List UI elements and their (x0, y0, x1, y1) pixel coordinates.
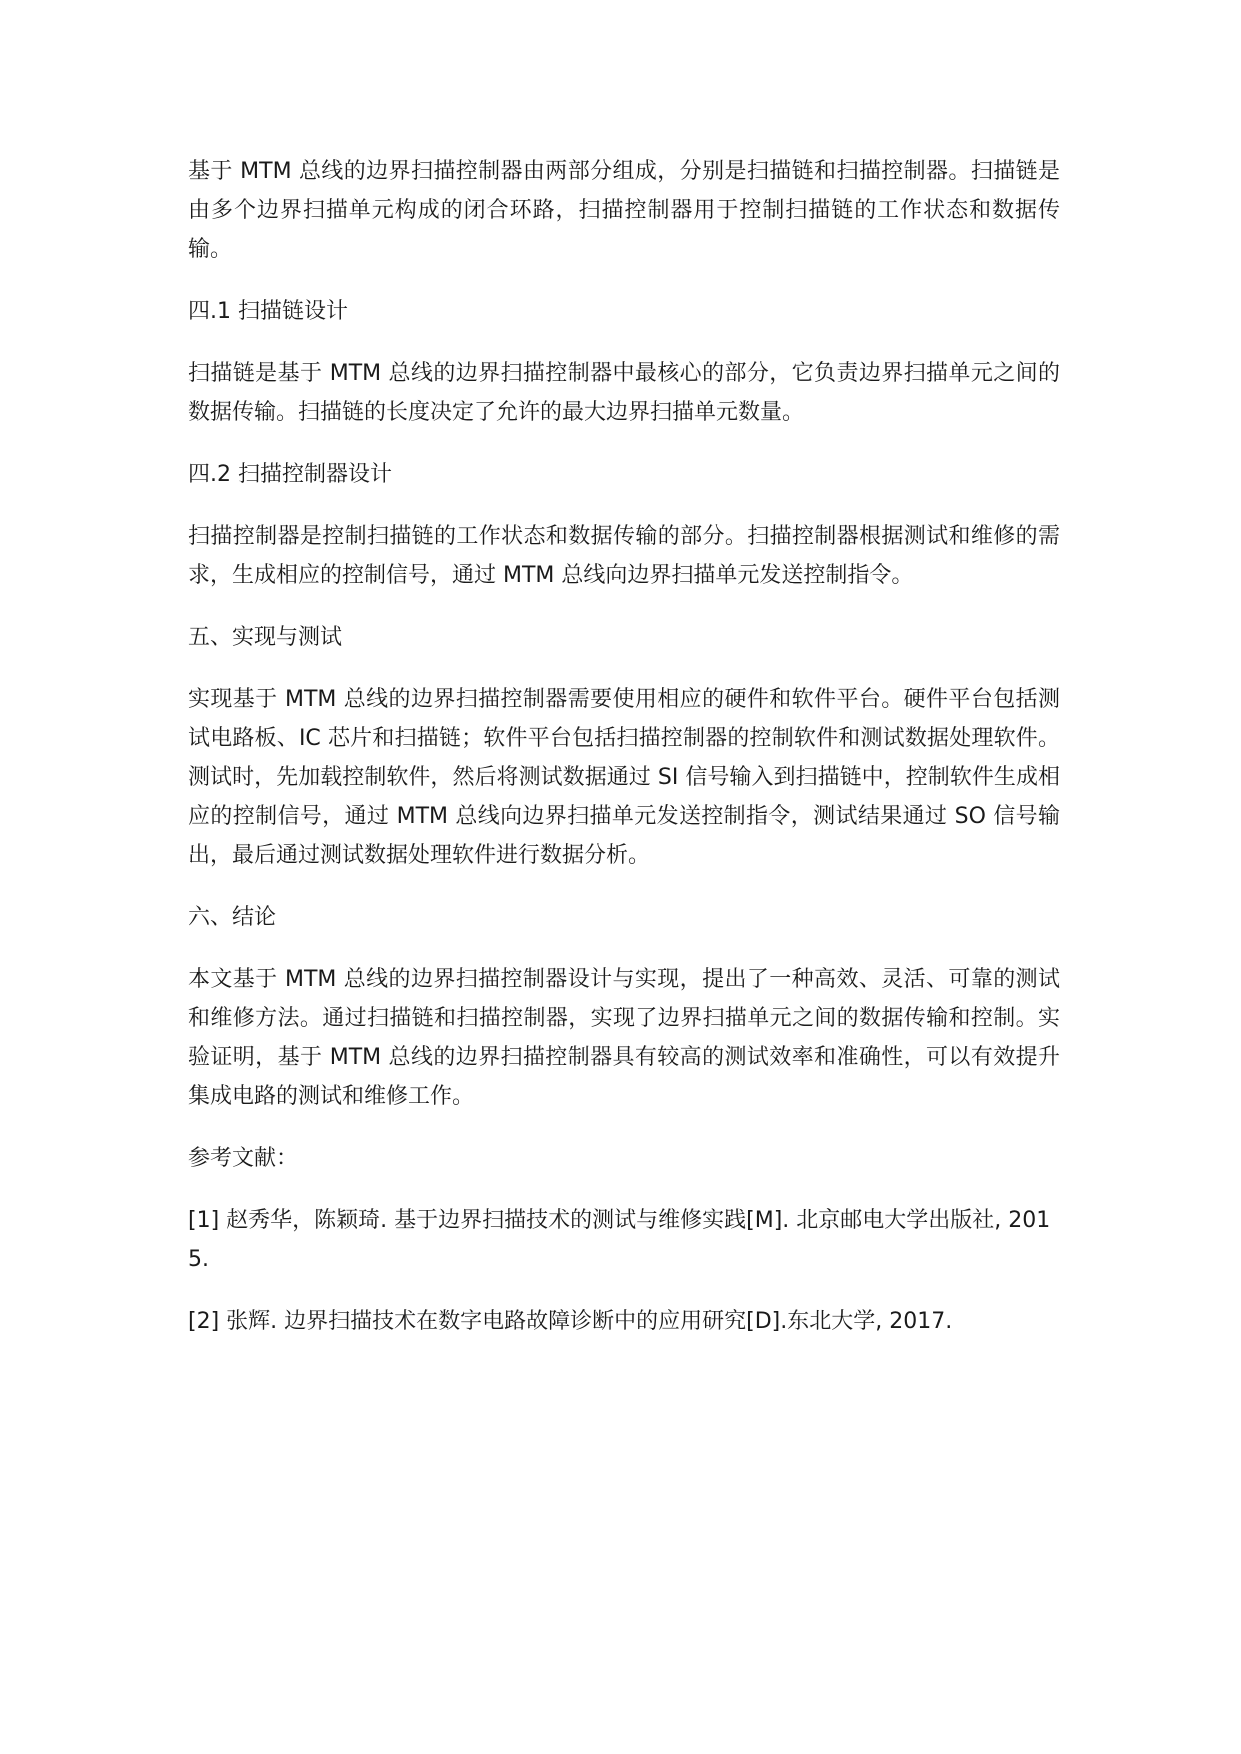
paragraph-implementation-testing: 实现基于 MTM 总线的边界扫描控制器需要使用相应的硬件和软件平台。硬件平台包括测试电路板、IC 芯片和扫描链；软件平台包括扫描控制器的控制软件和测试数据处理软件。测试时，先加载控制软件，然后将测试数据通过 SI 信号输入到扫描链中，控制软件生成相应的控制信号，通过 MTM 总线向边界扫描单元发送控制指令，测试结果通过 SO 信号输出，最后通过测试数据处理软件进行数据分析。 (188, 687, 1060, 868)
paragraph-scan-controller-design: 扫描控制器是控制扫描链的工作状态和数据传输的部分。扫描控制器根据测试和维修的需求，生成相应的控制信号，通过 MTM 总线向边界扫描单元发送控制指令。 (188, 524, 1060, 588)
section-heading-4-2: 四.2 扫描控制器设计 (188, 462, 392, 487)
section-heading-6: 六、结论 (188, 905, 277, 930)
paragraph-conclusion: 本文基于 MTM 总线的边界扫描控制器设计与实现，提出了一种高效、灵活、可靠的测试和维修方法。通过扫描链和扫描控制器，实现了边界扫描单元之间的数据传输和控制。实验证明，基于 MTM 总线的边界扫描控制器具有较高的测试效率和准确性，可以有效提升集成电路的测试和维修工作。 (188, 967, 1060, 1109)
paragraph-scan-controller-overview: 基于 MTM 总线的边界扫描控制器由两部分组成，分别是扫描链和扫描控制器。扫描链是由多个边界扫描单元构成的闭合环路，扫描控制器用于控制扫描链的工作状态和数据传输。 (188, 159, 1060, 262)
document-body (188, 152, 1060, 1364)
section-heading-4-1: 四.1 扫描链设计 (188, 299, 348, 324)
references-heading: 参考文献： (188, 1146, 299, 1171)
section-heading-5: 五、实现与测试 (188, 625, 343, 650)
reference-item-1: [1] 赵秀华，陈颖琦. 基于边界扫描技术的测试与维修实践[M]. 北京邮电大学出版社, 2015. (188, 1208, 1051, 1272)
paragraph-scan-chain-design: 扫描链是基于 MTM 总线的边界扫描控制器中最核心的部分，它负责边界扫描单元之间的数据传输。扫描链的长度决定了允许的最大边界扫描单元数量。 (188, 361, 1060, 425)
reference-item-2: [2] 张辉. 边界扫描技术在数字电路故障诊断中的应用研究[D].东北大学, 2017. (188, 1309, 953, 1334)
